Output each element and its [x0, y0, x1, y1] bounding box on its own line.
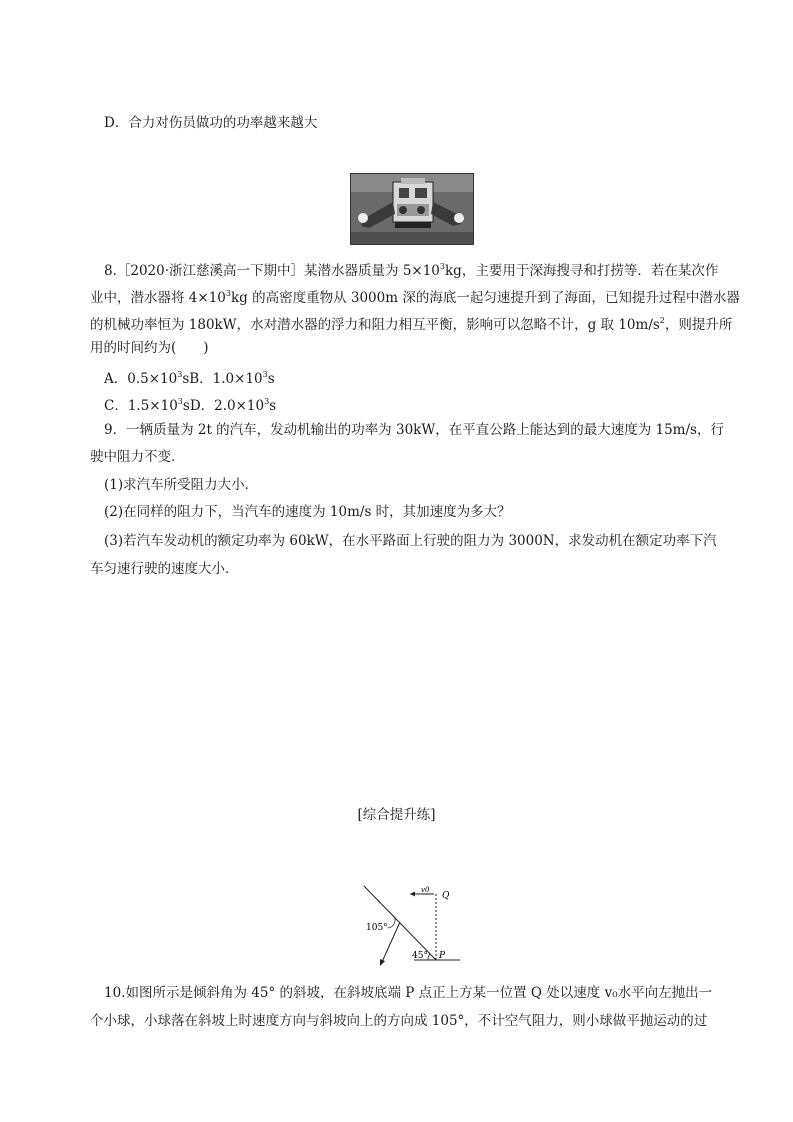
section-title: [综合提升练]: [357, 807, 436, 823]
q8-options-cd: [104, 393, 276, 415]
q8-line3-text-b: ，则提升所: [664, 317, 733, 333]
q8-line1-text: 8.［2020·浙江慈溪高一下期中］某潜水器质量为 5×10: [104, 263, 440, 279]
q8-option-d-exponent: 3: [264, 397, 270, 406]
q9-part2: (2)在同样的阻力下，当汽车的速度为 10m/s 时，其加速度为多大？: [104, 504, 511, 520]
q8-option-a-exponent: 3: [177, 370, 183, 379]
submersible-photo: [350, 173, 474, 245]
angle-45-label: 45°: [412, 951, 428, 961]
q8-line2-exponent: 3: [225, 289, 231, 298]
q9-part3-line1: (3)若汽车发动机的额定功率为 60kW，在水平路面上行驶的阻力为 3000N，求发动机在额定功率下汽: [104, 533, 717, 549]
q8-line1-exponent: 3: [439, 262, 445, 271]
q8-option-b-exponent: 3: [262, 370, 268, 379]
q8-option-d-unit: s: [269, 398, 277, 414]
q10-line1: 10.如图所示是倾斜角为 45° 的斜坡，在斜坡底端 P 点正上方某一位置 Q 处以速度 v₀水平向左抛出一: [104, 985, 713, 1001]
q8-options-ab: [104, 366, 275, 388]
q10-line2: 个小球，小球落在斜坡上时速度方向与斜坡向上的方向成 105°，不计空气阻力，则小球做平抛运动的过: [90, 1013, 708, 1029]
label-v0: v0: [421, 886, 430, 894]
q8-line3: [90, 312, 732, 334]
incline-figure: [358, 882, 462, 972]
q8-line1: [104, 258, 718, 280]
q8-line4: 用的时间约为( ): [90, 340, 209, 356]
q8-option-b-unit: s: [267, 371, 275, 387]
q8-line2: [90, 285, 740, 307]
label-q: Q: [442, 891, 450, 901]
q8-option-b: sB．1.0×10: [182, 371, 263, 387]
q8-option-d: sD．2.0×10: [182, 398, 265, 414]
q9-part3-line2: 车匀速行驶的速度大小．: [90, 561, 239, 577]
label-p: P: [439, 951, 446, 961]
q8-line1-text-b: kg，主要用于深海搜寻和打捞等．若在某次作: [445, 263, 719, 279]
q9-part1: (1)求汽车所受阻力大小．: [104, 477, 259, 493]
q9-line1: 9．一辆质量为 2t 的汽车，发动机输出的功率为 30kW，在平直公路上能达到的最大速度为 15m/s，行: [104, 422, 724, 438]
submersible-illustration: [351, 174, 473, 244]
option-d: D．合力对伤员做功的功率越来越大: [104, 115, 318, 131]
q8-option-a: A．0.5×10: [104, 371, 178, 387]
q8-line3-exponent: 2: [659, 316, 665, 325]
q8-line2-text-b: kg 的高密度重物从 3000m 深的海底一起匀速提升到了海面，已知提升过程中潜水器: [230, 290, 740, 306]
incline-diagram: [358, 882, 462, 972]
q8-option-c-exponent: 3: [177, 397, 183, 406]
q8-line3-text: 的机械功率恒为 180kW，水对潜水器的浮力和阻力相互平衡，影响可以忽略不计，g 取 10m/s: [90, 317, 660, 333]
q8-option-c: C．1.5×10: [104, 398, 178, 414]
q8-line2-text: 业中，潜水器将 4×10: [90, 290, 226, 306]
angle-105-label: 105°: [366, 923, 388, 933]
q9-line2: 驶中阻力不变．: [90, 449, 185, 465]
